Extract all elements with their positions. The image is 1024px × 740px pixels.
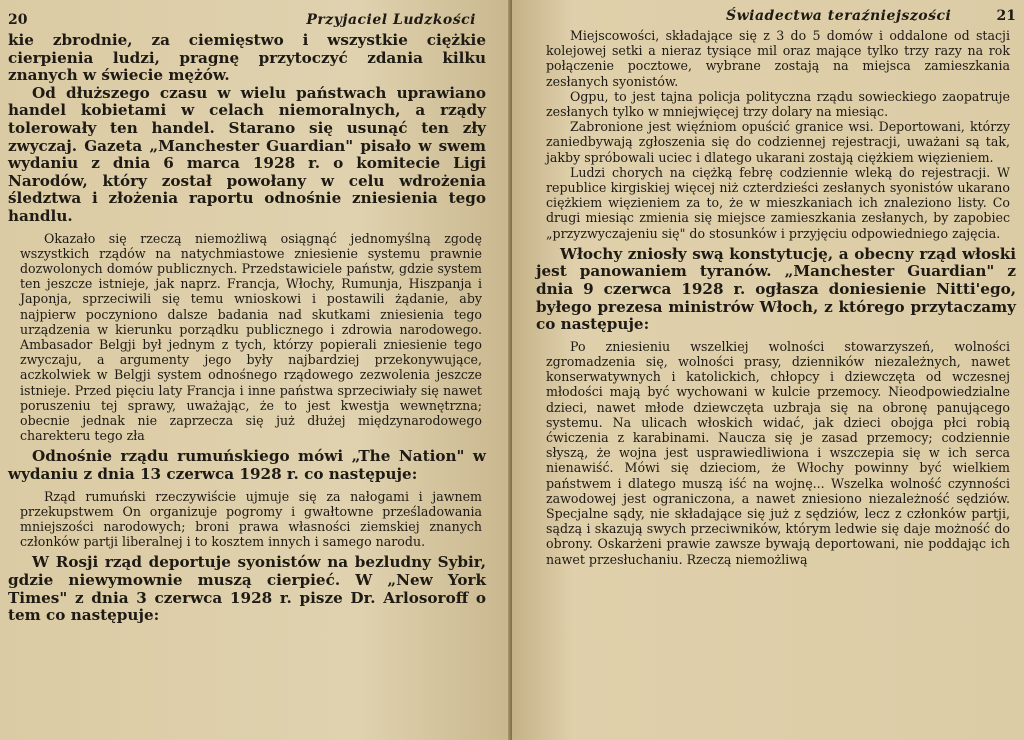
- left-quote-2: Rząd rumuński rzeczywiście ujmuje się za nałogami i jawnem przekupstwem On organizuje pogromy i gwałtowne prześladowania mniejszości narodowych; broni prawa własności ziemskiej znanych członków partji liberalnej i to kosztem innych i samego narodu.: [20, 488, 482, 550]
- left-running-head: [8, 12, 486, 28]
- right-quote-4: Ludzi chorych na ciężką febrę codziennie wleką do rejestracji. W republice kirgiskiej więcej niż czterdzieści zesłanych syonistów ukarano ciężkiem więzieniem za to, że w mieszkaniach ich znaleziono listy. Co drugi miesiąc zmienia się miejsce zamieszkania zesłanych, by zapobiec „przyzwyczajeniu się" do stosunków i przyjęciu odpowiedniego zajęcia.: [546, 164, 1010, 241]
- right-running-title: Świadectwa teraźniejszości: [726, 8, 952, 24]
- left-page-number: 20: [8, 12, 28, 28]
- left-running-title: Przyjaciel Ludzkości: [306, 12, 476, 28]
- right-page-number: 21: [996, 8, 1016, 24]
- right-quote-3: Zabronione jest więźniom opuścić granice wsi. Deportowani, którzy zaniedbywają zgłoszenia się do codziennej rejestracji, uważani są tak, jakby spróbowali uciec i dlatego ukarani zostają ciężkiem więzieniem.: [546, 119, 1010, 165]
- right-quote-1: Miejscowości, składające się z 3 do 5 domów i oddalone od stacji kolejowej setki a nieraz tysiące mil oraz mające tylko trzy razy na rok połączenie pocztowe, wybrane zostają na miejsca zamieszkania zesłanych syonistów.: [546, 28, 1010, 89]
- right-quote-2: Ogpu, to jest tajna policja polityczna rządu sowieckiego zaopatruje zesłanych tylko w mniejwięcej trzy dolary na miesiąc.: [546, 88, 1010, 120]
- left-paragraph-2: Od dłuższego czasu w wielu państwach uprawiano handel kobietami w celach niemoralnych, a rządy tolerowały ten handel. Starano się usunąć ten zły zwyczaj. Gazeta „Manchester Guardian" pisało w swem wydaniu z dnia 6 marca 1928 r. o komitecie Ligi Narodów, który został powołany w celu wdrożenia śledztwa i złożenia raportu odnośnie zniesienia tego handlu.: [8, 83, 486, 225]
- left-paragraph-3: Odnośnie rządu rumuńskiego mówi „The Nation" w wydaniu z dnia 13 czerwca 1928 r. co następuje:: [8, 447, 486, 483]
- left-paragraph-1: kie zbrodnie, za ciemięstwo i wszystkie ciężkie cierpienia ludzi, pragnę przytoczyć zdania kilku znanych w świecie mężów.: [8, 31, 486, 85]
- right-quote-5: Po zniesieniu wszelkiej wolności stowarzyszeń, wolności zgromadzenia się, wolności prasy, dzienników niezależnych, nawet konserwatywnych i katolickich, chłopcy i dziewczęta od wczesnej młodości mają być wychowani w kulcie przemocy. Nieodpowiedzialne dzieci, nawet młode dziewczęta uzbraja się na obronę panującego systemu. Na ulicach włoskich widać, jak dzieci obojga płci robią ćwiczenia z karabinami. Naucza się je zasad przemocy; codziennie słyszą, że wojna jest usprawiedliwiona i wszczepia się w ich serca nienawiść. Mówi się dzieciom, że Włochy powinny być wielkiem państwem i dlatego muszą iść na wojnę... Wszelka wolność czynności zawodowej jest ograniczona, a nawet zniesiono niezależność sędziów. Specjalne sądy, nie składające się już z sędziów, lecz z członków partji, sądzą i skazują swych przeciwników, którym ledwie się daje możność do obrony. Oskarżeni prawie zawsze bywają deportowani, nie poddając ich nawet przesłuchaniu. Rzeczą niemożliwą: [546, 338, 1010, 567]
- left-paragraph-4: W Rosji rząd deportuje syonistów na bezludny Sybir, gdzie niewymownie muszą cierpieć. W „New York Times" z dnia 3 czerwca 1928 r. pisze Dr. Arlosoroff o tem co następuje:: [8, 553, 486, 625]
- right-paragraph-1: Włochy zniosły swą konstytucję, a obecny rząd włoski jest panowaniem tyranów. „Manchester Guardian" z dnia 9 czerwca 1928 r. ogłasza doniesienie Nitti'ego, byłego prezesa ministrów Włoch, z którego przytaczamy co następuje:: [536, 244, 1016, 334]
- right-running-head: [536, 8, 1016, 24]
- left-quote-1: Okazało się rzeczą niemożliwą osiągnąć jednomyślną zgodę wszystkich rządów na natychmiastowe zniesienie systemu prawnie dozwolonych domów publicznych. Przedstawiciele państw, gdzie system ten jeszcze istnieje, jak naprz. Francja, Włochy, Rumunja, Hiszpanja i Japonja, sprzeciwili się temu wnioskowi i postawili żądanie, aby najpierw poczyniono dalsze badania nad skutkami zniesienia tego urządzenia w kierunku porządku publicznego i zdrowia narodowego. Ambasador Belgji był jednym z tych, którzy popierali zniesienie tego zwyczaju, a argumenty jego były najbardziej przekonywujące, aczkolwiek w Belgji system odnośnego rządowego zezwolenia jeszcze istnieje. Przed pięciu laty Francja i inne państwa sprzeciwiały się nawet poruszeniu tej sprawy, uważając, że to jest kwestja wewnętrzna; obecnie jednak nie zaprzecza się już dłużej międzynarodowego charekteru tego zła: [20, 230, 482, 444]
- right-page: [512, 0, 1024, 740]
